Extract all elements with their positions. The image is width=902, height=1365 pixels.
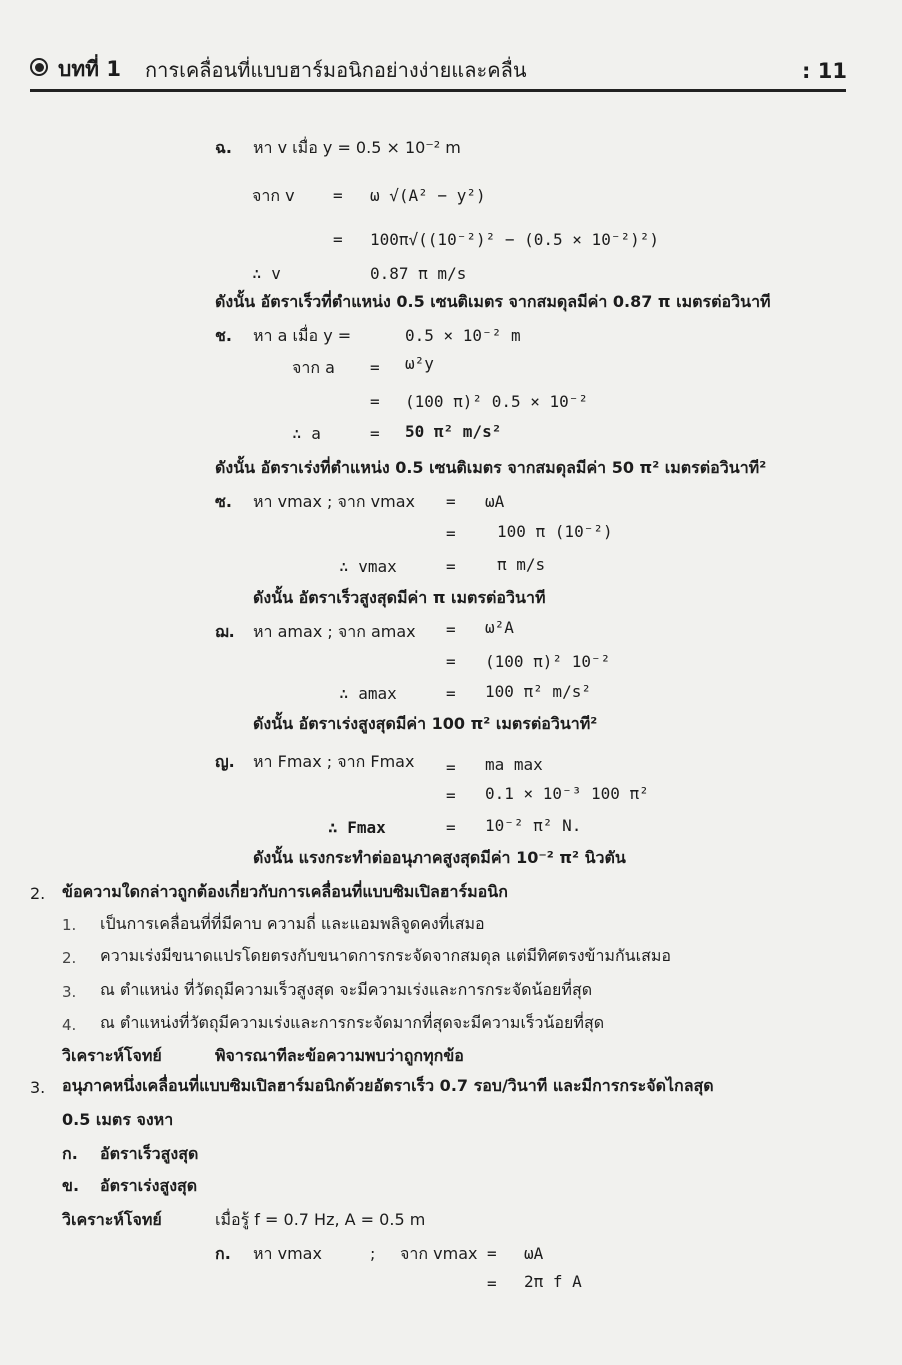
equals-sign: = <box>487 1244 497 1263</box>
find-statement: หา v เมื่อ y = 0.5 × 10⁻² m <box>253 138 461 157</box>
therefore-label: ∴ a <box>292 424 321 443</box>
equals-sign: = <box>446 652 456 671</box>
option-number: 2. <box>62 949 77 967</box>
find-statement: หา a เมื่อ y = <box>253 326 352 345</box>
formula: 0.1 × 10⁻³ 100 π² <box>485 784 649 803</box>
equals-sign: = <box>370 424 380 443</box>
equals-sign: = <box>370 392 380 411</box>
equals-sign: = <box>333 186 343 205</box>
result-statement: ดังนั้น อัตราเร่งที่ตำแหน่ง 0.5 เซนติเมตร จากสมดุลมีค่า 50 π² เมตรต่อวินาที² <box>215 458 767 477</box>
result-statement: ดังนั้น อัตราเร็วที่ตำแหน่ง 0.5 เซนติเมตร จากสมดุลมีค่า 0.87 π เมตรต่อวินาที <box>215 292 771 311</box>
therefore-label: ∴ v <box>252 264 281 283</box>
separator: ; <box>370 1244 376 1263</box>
formula: (100 π)² 10⁻² <box>485 652 611 671</box>
option-number: 4. <box>62 1016 77 1034</box>
formula: ma max <box>485 755 543 774</box>
equals-sign: = <box>446 758 456 777</box>
equals-sign: = <box>446 524 456 543</box>
equals-sign: = <box>446 786 456 805</box>
result-statement: ดังนั้น อัตราเร็วสูงสุดมีค่า π เมตรต่อวินาที <box>253 588 546 607</box>
analysis-label: วิเคราะห์โจทย์ <box>62 1046 162 1065</box>
option-text: ณ ตำแหน่งที่วัตถุมีความเร่งและการกระจัดมากที่สุดจะมีความเร็วน้อยที่สุด <box>100 1013 605 1032</box>
formula: ωA <box>485 492 505 511</box>
from-label: จาก vmax <box>400 1244 478 1263</box>
analysis-label: วิเคราะห์โจทย์ <box>62 1210 162 1229</box>
chapter-number: บทที่ 1 <box>58 57 121 81</box>
equals-sign: = <box>446 818 456 837</box>
page-number: : 11 <box>802 59 847 83</box>
result-statement: ดังนั้น อัตราเร่งสูงสุดมีค่า 100 π² เมตรต่อวินาที² <box>253 714 598 733</box>
find-statement: หา vmax ; จาก vmax <box>253 492 415 511</box>
therefore-label: ∴ amax <box>339 684 397 703</box>
sub-question-label: ก. <box>62 1144 78 1163</box>
formula-result: 0.87 π m/s <box>370 264 467 283</box>
equals-sign: = <box>446 620 456 639</box>
formula-result: 10⁻² π² N. <box>485 816 582 835</box>
option-text: ความเร่งมีขนาดแปรโดยตรงกับขนาดการกระจัดจากสมดุล แต่มีทิศตรงข้ามกันเสมอ <box>100 946 671 965</box>
find-statement: หา amax ; จาก amax <box>253 622 416 641</box>
equals-sign: = <box>446 684 456 703</box>
chapter-bullet-icon <box>30 58 48 76</box>
formula: ω²A <box>485 618 514 637</box>
question-text: อนุภาคหนึ่งเคลื่อนที่แบบซิมเปิลฮาร์มอนิกด้วยอัตราเร็ว 0.7 รอบ/วินาที และมีการกระจัดไกลสุด <box>62 1076 714 1095</box>
formula: 100 π (10⁻²) <box>497 522 613 541</box>
from-label: จาก v <box>252 186 295 205</box>
analysis-text: พิจารณาทีละข้อความพบว่าถูกทุกข้อ <box>215 1046 464 1065</box>
formula: ω²y <box>405 354 434 373</box>
question-text: 0.5 เมตร จงหา <box>62 1110 174 1129</box>
option-number: 3. <box>62 983 77 1001</box>
equals-sign: = <box>446 492 456 511</box>
chapter-title: การเคลื่อนที่แบบฮาร์มอนิกอย่างง่ายและคลื่น <box>145 58 527 82</box>
sub-question-text: อัตราเร่งสูงสุด <box>100 1176 198 1195</box>
analysis-text: เมื่อรู้ f = 0.7 Hz, A = 0.5 m <box>215 1210 426 1229</box>
option-text: เป็นการเคลื่อนที่ที่มีคาบ ความถี่ และแอมพลิจูดคงที่เสมอ <box>100 914 485 933</box>
find-statement: หา Fmax ; จาก Fmax <box>253 752 415 771</box>
formula: 2π f A <box>524 1272 582 1291</box>
formula: (100 π)² 0.5 × 10⁻² <box>405 392 589 411</box>
formula: ω √(A² − y²) <box>370 186 486 205</box>
equals-sign: = <box>446 557 456 576</box>
sub-question-label: ข. <box>62 1176 80 1195</box>
therefore-label: ∴ Fmax <box>328 818 386 837</box>
formula-result: 50 π² m/s² <box>405 422 502 441</box>
option-text: ณ ตำแหน่ง ที่วัตถุมีความเร็วสูงสุด จะมีความเร่งและการกระจัดน้อยที่สุด <box>100 980 593 999</box>
formula: ωA <box>524 1244 544 1263</box>
value: 0.5 × 10⁻² m <box>405 326 521 345</box>
question-number: 3. <box>30 1078 46 1097</box>
therefore-label: ∴ vmax <box>339 557 397 576</box>
formula: 100π√((10⁻²)² − (0.5 × 10⁻²)²) <box>370 230 659 249</box>
item-label: ซ. <box>215 492 232 511</box>
item-label: ฌ. <box>215 622 235 641</box>
question-text: ข้อความใดกล่าวถูกต้องเกี่ยวกับการเคลื่อนที่แบบซิมเปิลฮาร์มอนิก <box>62 882 508 901</box>
equals-sign: = <box>487 1274 497 1293</box>
formula-result: π m/s <box>497 555 546 574</box>
item-label: ช. <box>215 326 232 345</box>
item-label: ฉ. <box>215 138 232 157</box>
sub-question-text: อัตราเร็วสูงสุด <box>100 1144 199 1163</box>
equals-sign: = <box>333 230 343 249</box>
find-statement: หา vmax <box>253 1244 322 1263</box>
result-statement: ดังนั้น แรงกระทำต่ออนุภาคสูงสุดมีค่า 10⁻² π² นิวตัน <box>253 848 626 867</box>
bleed-through-text <box>60 232 65 250</box>
from-label: จาก a <box>292 358 335 377</box>
item-label: ก. <box>215 1244 231 1263</box>
equals-sign: = <box>370 358 380 377</box>
option-number: 1. <box>62 916 77 934</box>
header-rule <box>30 89 846 92</box>
formula-result: 100 π² m/s² <box>485 682 591 701</box>
question-number: 2. <box>30 884 46 903</box>
item-label: ญ. <box>215 752 235 771</box>
